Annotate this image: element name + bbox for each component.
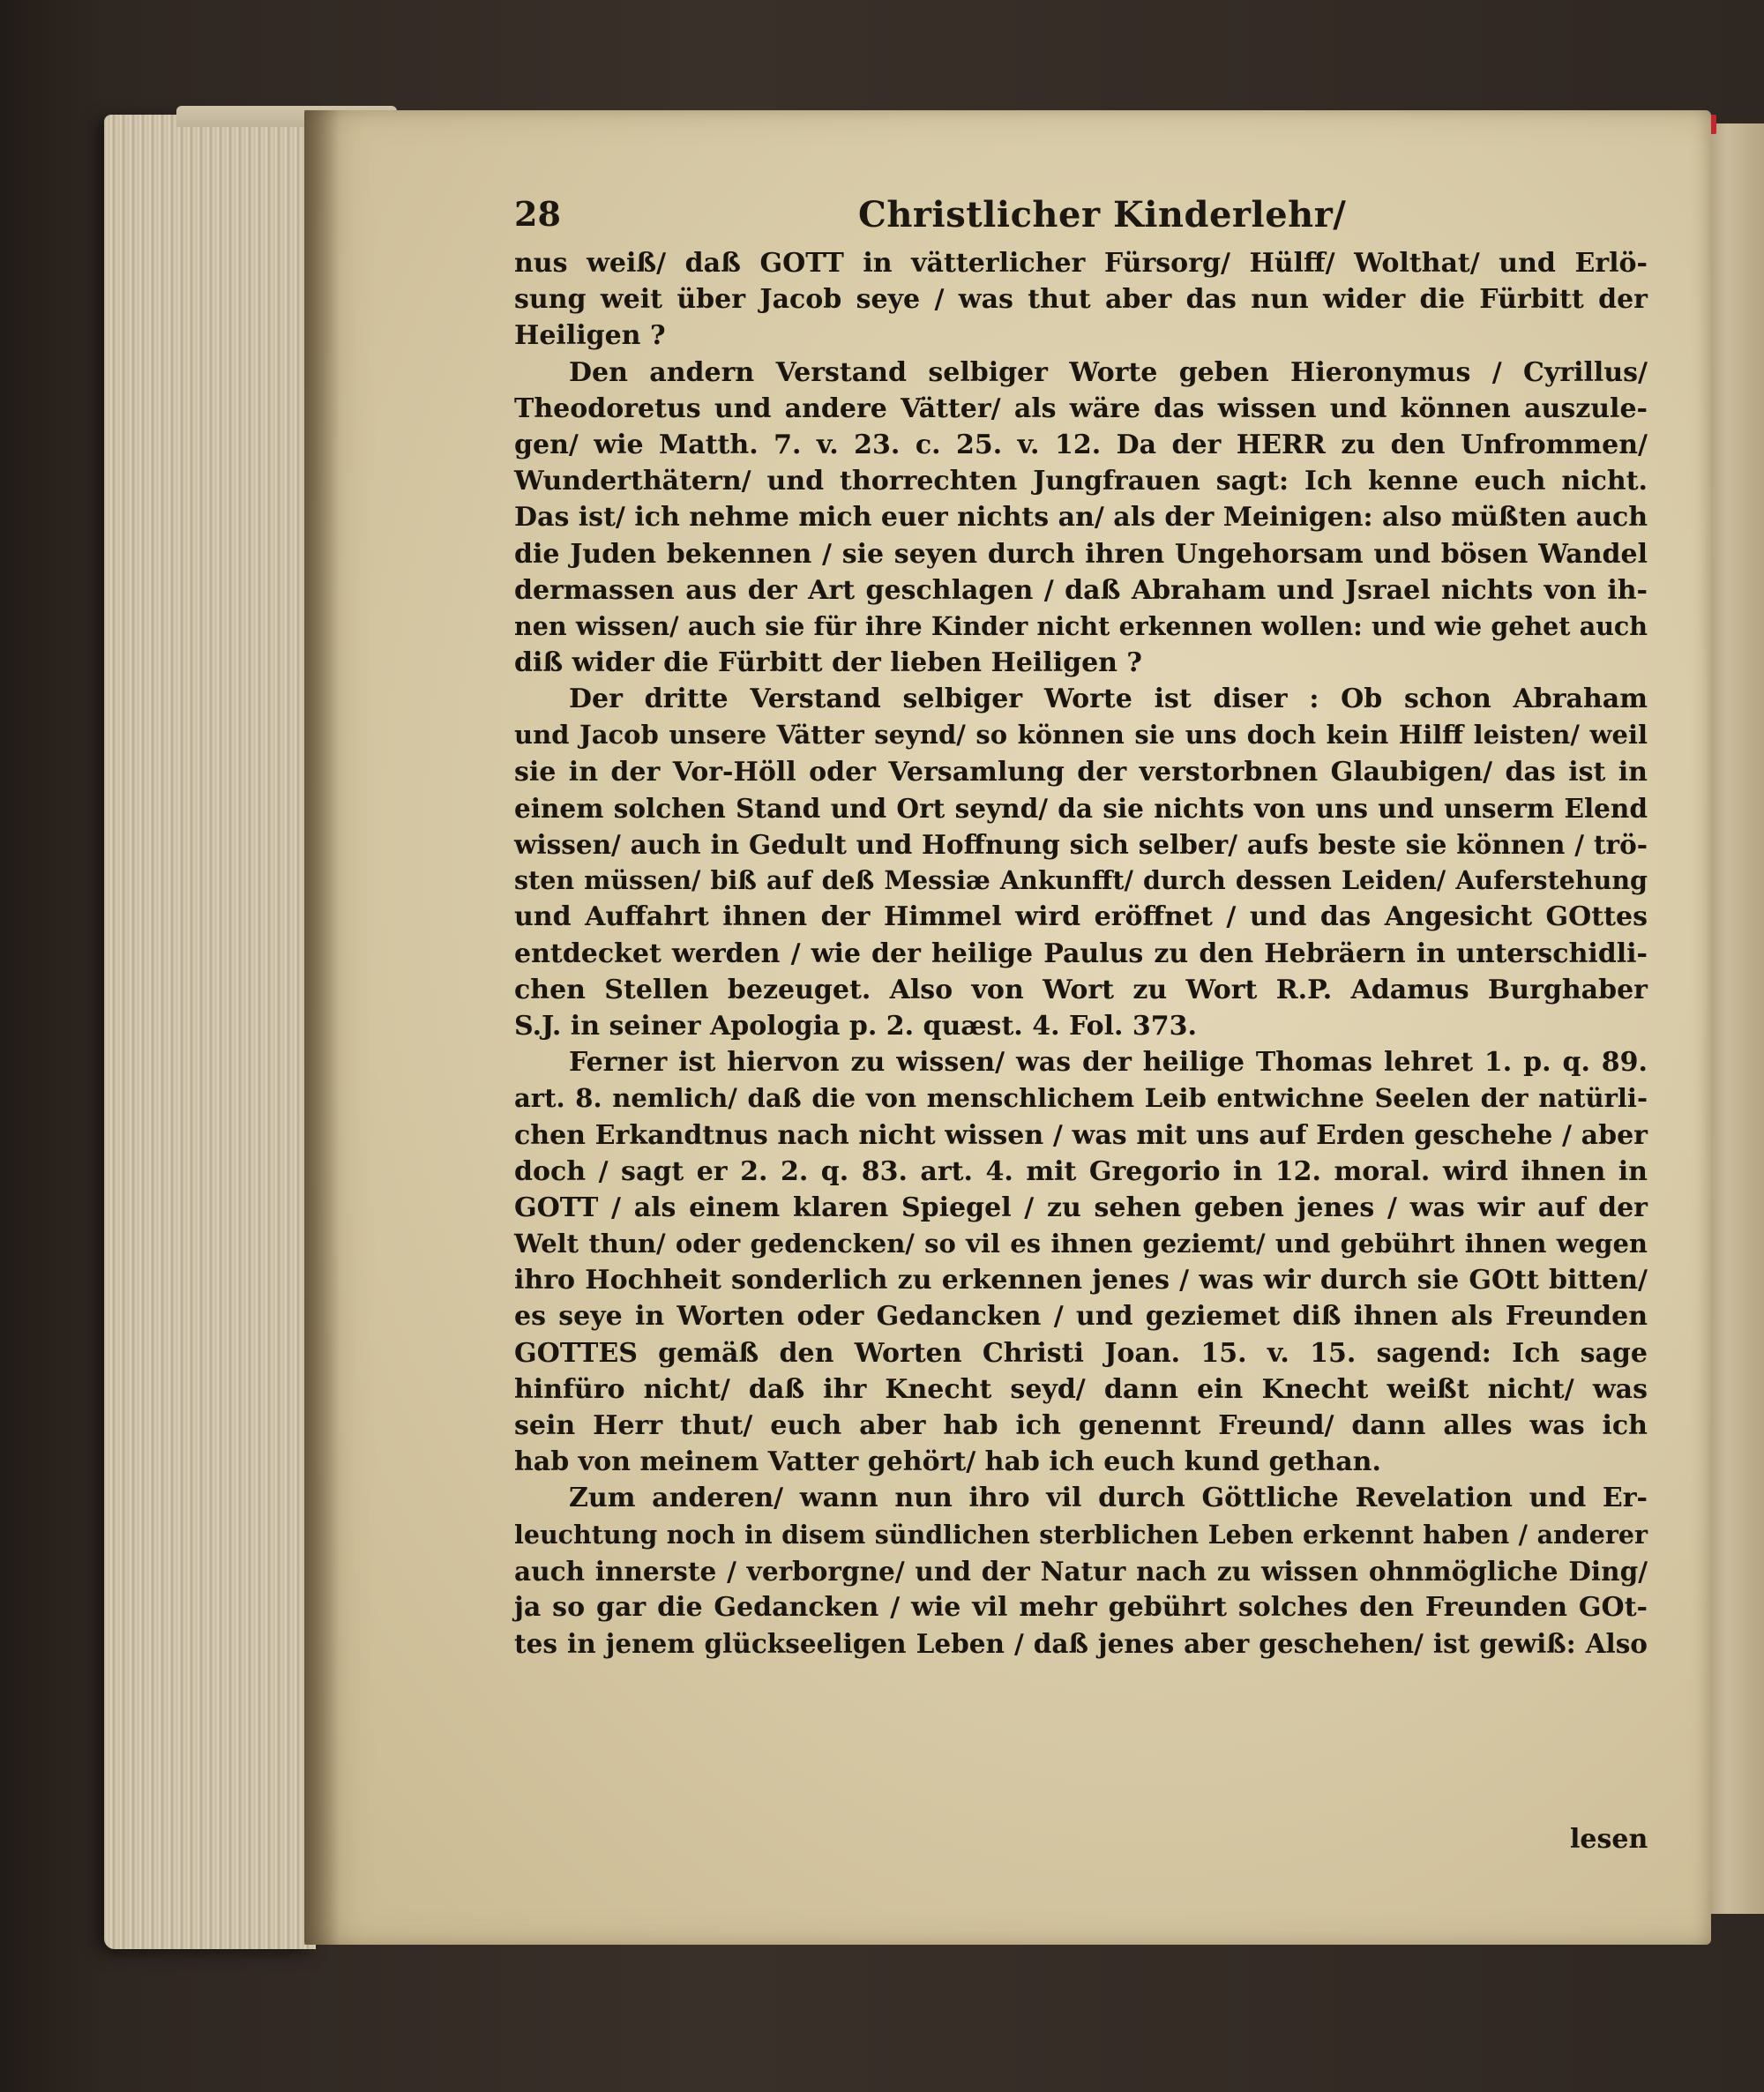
text-line: gen/ wie Matth. 7. v. 23. c. 25. v. 12. Da der HERR zu den Unfrommen/ — [514, 429, 1648, 460]
text-line: Wunderthätern/ und thorrechten Jungfrauen sagt: Ich kenne euch nicht. — [514, 466, 1648, 497]
text-line: ja so gar die Gedancken / wie vil mehr gebührt solches den Freunden GOt- — [514, 1591, 1648, 1623]
text-line: chen Erkandtnus nach nicht wissen / was mit uns auf Erden geschehe / aber — [514, 1119, 1648, 1151]
text-line: nus weiß/ daß GOTT in vätterlicher Fürsorg/ Hülff/ Wolthat/ und Erlö- — [514, 248, 1648, 279]
text-line: GOTT / als einem klaren Spiegel / zu sehen geben jenes / was wir auf der — [514, 1192, 1648, 1223]
text-line: leuchtung noch in disem sündlichen sterblichen Leben erkennt haben / anderer — [514, 1519, 1648, 1550]
text-line: nen wissen/ auch sie für ihre Kinder nicht erkennen wollen: und wie gehet auch — [514, 610, 1648, 641]
facing-page-edge — [1702, 123, 1764, 1914]
text-line: art. 8. nemlich/ daß die von menschlichem Leib entwichne Seelen der natürli- — [514, 1083, 1648, 1114]
text-line: sung weit über Jacob seye / was thut aber das nun wider die Fürbitt der — [514, 284, 1648, 316]
text-line: es seye in Worten oder Gedancken / und geziemet diß ihnen als Freunden — [514, 1301, 1648, 1333]
text-line: die Juden bekennen / sie seyen durch ihren Ungehorsam und bösen Wandel — [514, 538, 1648, 570]
text-line: chen Stellen bezeuget. Also von Wort zu Wort R.P. Adamus Burghaber — [514, 974, 1648, 1005]
text-line: tes in jenem glückseeligen Leben / daß jenes aber geschehen/ ist gewiß: Also — [514, 1628, 1648, 1660]
text-line: Der dritte Verstand selbiger Worte ist diser : Ob schon Abraham — [569, 684, 1648, 715]
page-header — [514, 194, 1643, 238]
page-number: 28 — [514, 194, 561, 234]
running-title: Christlicher Kinderlehr/ — [858, 194, 1347, 235]
text-line: Heiligen ? — [514, 320, 666, 352]
text-line: sie in der Vor-Höll oder Versamlung der verstorbnen Glaubigen/ das ist in — [514, 756, 1648, 788]
text-line: sten müssen/ biß auf deß Messiæ Ankunfft/ durch dessen Leiden/ Auferstehung — [514, 865, 1648, 896]
text-line: dermassen aus der Art geschlagen / daß Abraham und Jsrael nichts von ih- — [514, 574, 1648, 606]
page-body-text — [514, 245, 1648, 1662]
book-page-stack — [104, 115, 316, 1949]
text-line: S.J. in seiner Apologia p. 2. quæst. 4. Fol. 373. — [514, 1010, 1197, 1042]
text-line: entdecket werden / wie der heilige Paulus zu den Hebräern in unterschidli- — [514, 938, 1648, 969]
text-line: Theodoretus und andere Vätter/ als wäre das wissen und können auszule- — [514, 392, 1648, 424]
text-line: Ferner ist hiervon zu wissen/ was der heilige Thomas lehret 1. p. q. 89. — [569, 1047, 1648, 1079]
catchword: lesen — [1570, 1824, 1648, 1855]
text-line: hinfüro nicht/ daß ihr Knecht seyd/ dann ein Knecht weißt nicht/ was — [514, 1373, 1648, 1405]
text-line: und Jacob unsere Vätter seynd/ so können sie uns doch kein Hilff leisten/ weil — [514, 720, 1648, 751]
text-line: GOTTES gemäß den Worten Christi Joan. 15. v. 15. sagend: Ich sage — [514, 1337, 1648, 1369]
text-line: Zum anderen/ wann nun ihro vil durch Göttliche Revelation und Er- — [569, 1483, 1648, 1514]
text-line: und Auffahrt ihnen der Himmel wird eröffnet / und das Angesicht GOttes — [514, 901, 1648, 933]
text-line: Den andern Verstand selbiger Worte geben Hieronymus / Cyrillus/ — [569, 356, 1648, 388]
text-line: hab von meinem Vatter gehört/ hab ich euch kund gethan. — [514, 1446, 1381, 1478]
text-line: auch innerste / verborgne/ und der Natur nach zu wissen ohnmögliche Ding/ — [514, 1555, 1648, 1587]
text-line: Welt thun/ oder gedencken/ so vil es ihnen geziemt/ und gebührt ihnen wegen — [514, 1229, 1648, 1259]
text-line: doch / sagt er 2. 2. q. 83. art. 4. mit Gregorio in 12. moral. wird ihnen in — [514, 1155, 1648, 1187]
gutter-shadow — [304, 110, 340, 1945]
text-line: einem solchen Stand und Ort seynd/ da sie nichts von uns und unserm Elend — [514, 792, 1648, 824]
text-line: wissen/ auch in Gedult und Hoffnung sich selber/ aufs beste sie können / trö- — [514, 829, 1648, 860]
text-line: ihro Hochheit sonderlich zu erkennen jenes / was wir durch sie GOtt bitten/ — [514, 1265, 1648, 1296]
text-line: Das ist/ ich nehme mich euer nichts an/ als der Meinigen: also müßten auch — [514, 502, 1648, 534]
text-line: diß wider die Fürbitt der lieben Heiligen ? — [514, 647, 1143, 679]
text-line: sein Herr thut/ euch aber hab ich genennt Freund/ dann alles was ich — [514, 1410, 1648, 1441]
